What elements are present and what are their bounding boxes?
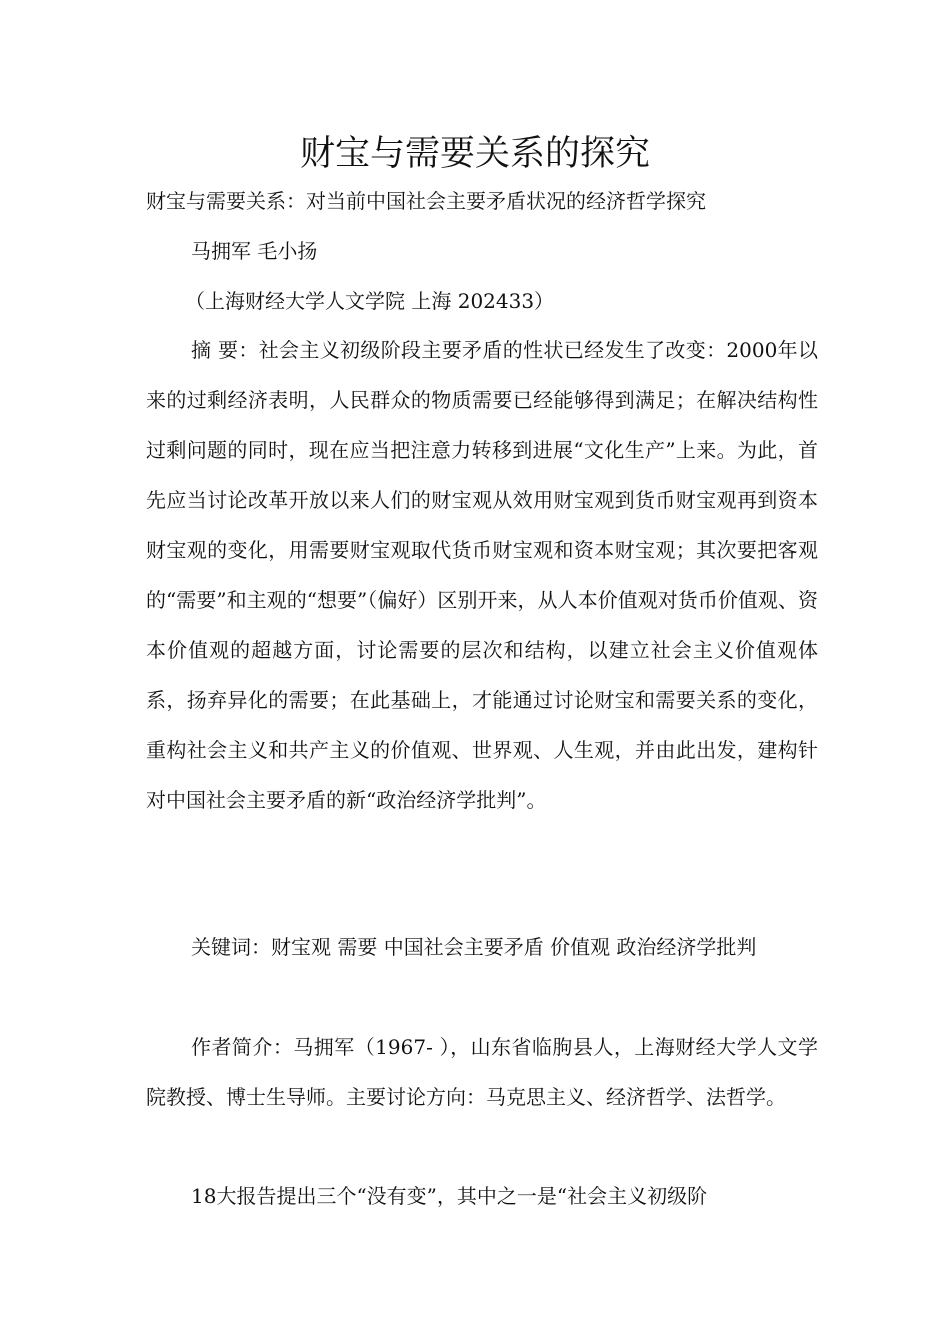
abstract-paragraph: 摘 要：社会主义初级阶段主要矛盾的性状已经发生了改变：2000年以来的过剩经济表明，人民群众的物质需要已经能够得到满足；在解决结构性过剩问题的同时，现在应当把注意力转移到进展“文化生产”上来。为此，首先应当讨论改革开放以来人们的财宝观从效用财宝观到货币财宝观再到资本财宝观的变化，用需要财宝观取代货币财宝观和资本财宝观；其次要把客观的“需要”和主观的“想要”（偏好）区别开来，从人本价值观对货币价值观、资本价值观的超越方面，讨论需要的层次和结构，以建立社会主义价值观体系，扬弃异化的需要；在此基础上，才能通过讨论财宝和需要关系的变化，重构社会主义和共产主义的价值观、世界观、人生观，并由此出发，建构针对中国社会主要矛盾的新“政治经济学批判”。 — [146, 338, 818, 812]
author-bio-paragraph: 作者简介：马拥军（1967- ），山东省临朐县人，上海财经大学人文学院教授、博士生导师。主要讨论方向：马克思主义、经济哲学、法哲学。 — [146, 1035, 818, 1109]
document-title: 财宝与需要关系的探究 — [299, 134, 650, 174]
author-names: 马拥军 毛小扬 — [191, 239, 318, 263]
keywords-paragraph: 关键词：财宝观 需要 中国社会主要矛盾 价值观 政治经济学批判 — [191, 935, 757, 959]
body-paragraph: 18大报告提出三个“没有变”，其中之一是“社会主义初级阶 — [191, 1184, 708, 1208]
document-subtitle: 财宝与需要关系：对当前中国社会主要矛盾状况的经济哲学探究 — [146, 189, 706, 213]
author-affiliation: （上海财经大学人文学院 上海 202433） — [185, 289, 555, 313]
